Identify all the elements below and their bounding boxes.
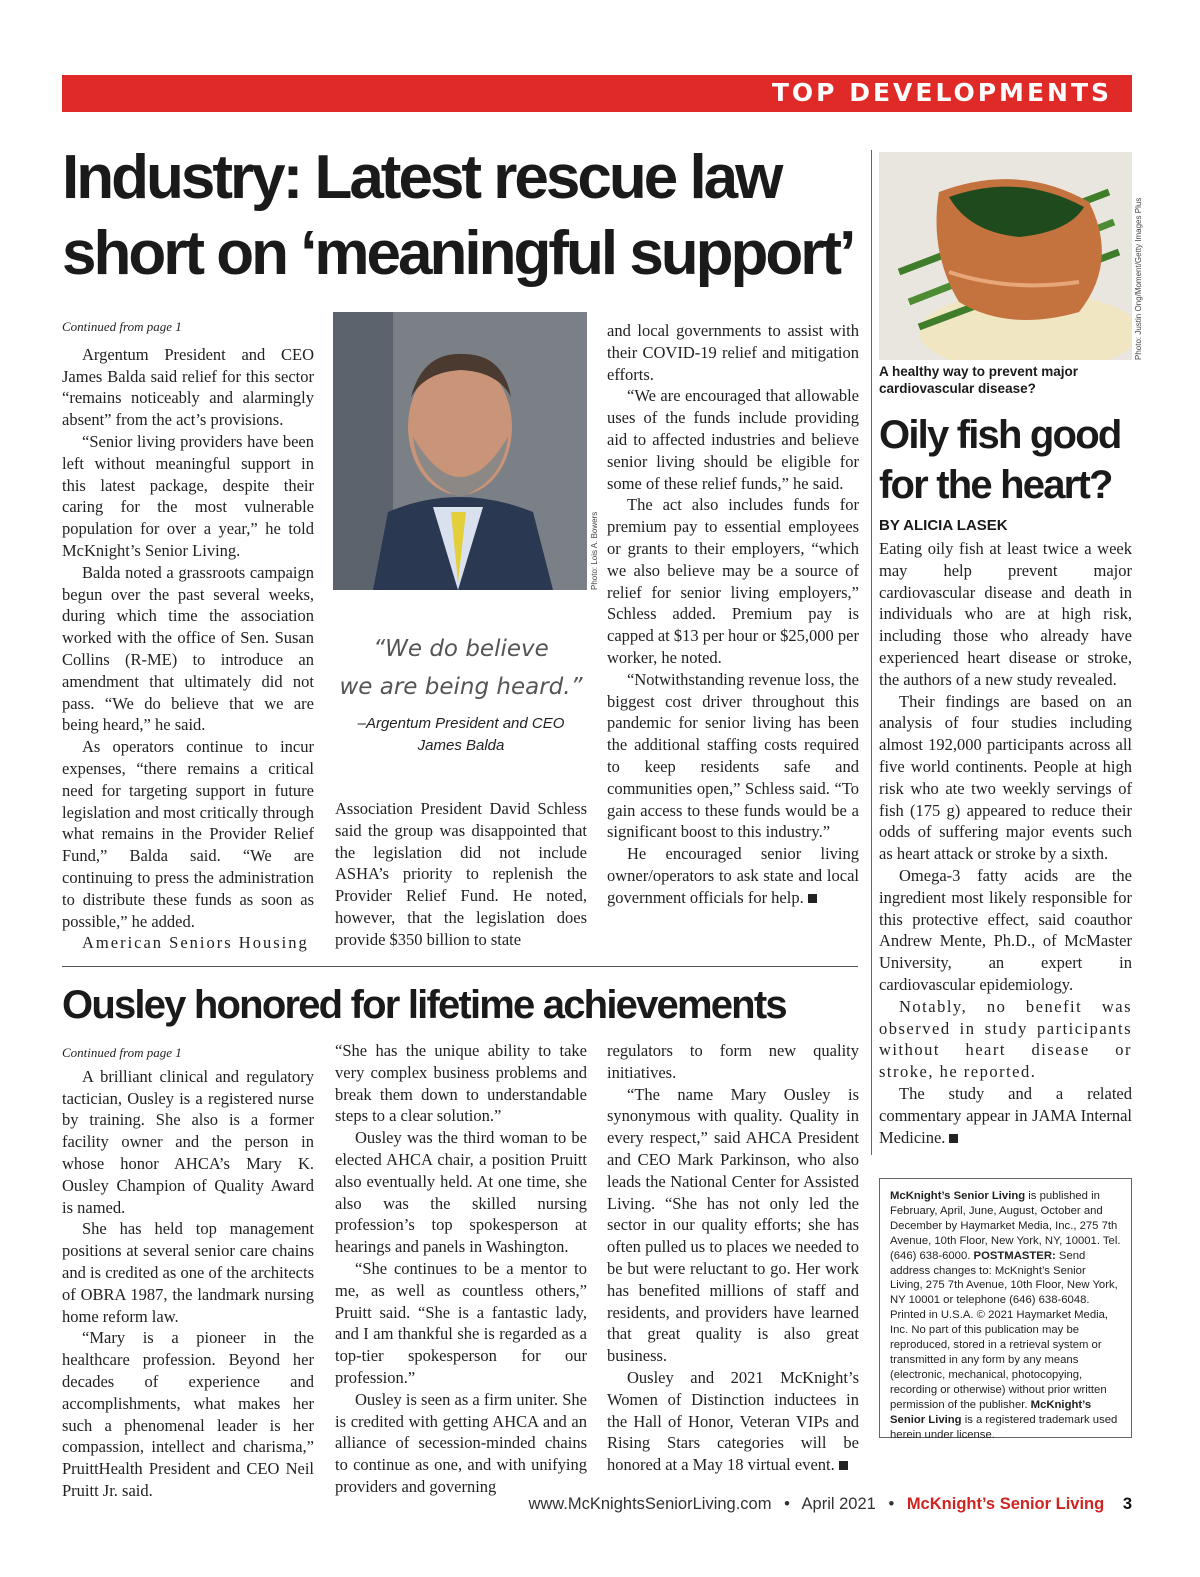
masthead-brand: McKnight’s Senior Living bbox=[890, 1190, 1026, 1202]
masthead-text: is published in February, April, June, August, October and December by Haymarket Media, Inc., 275 7th Avenue, 10th Floor, New York, NY, 10001. Tel. (646) 638-6000. bbox=[890, 1190, 1121, 1262]
article2-column-1 bbox=[62, 1042, 314, 1502]
paragraph-text: He encouraged senior living owner/operators to ask state and local government officials for help. bbox=[607, 844, 859, 907]
sidebar-photo-credit: Photo: Justin Ong/Moment/Getty Images Plus bbox=[1134, 197, 1143, 360]
salmon-photo bbox=[879, 152, 1132, 360]
pull-quote-line-2: we are being heard.” bbox=[339, 674, 583, 700]
footer-date: April 2021 bbox=[801, 1495, 876, 1513]
masthead-text: is a registered trademark used herein under license. bbox=[890, 1413, 1118, 1441]
paragraph-text: Ousley and 2021 McKnight’s Women of Distinction inductees in the Hall of Honor, Veteran VIPs and Rising Stars categories will be honored at a May 18 virtual event. bbox=[607, 1367, 859, 1475]
portrait-illustration bbox=[333, 312, 587, 590]
paragraph: “She has the unique ability to take very complex business problems and break them down to understandable steps to a clear solution.” bbox=[335, 1041, 587, 1126]
paragraph: As operators continue to incur expenses, “there remains a critical need for targeting support in future legislation and most critically through what remains in the Provider Relief Fund,” Balda said. “We are continuing to press the administration to distribute these funds as soon as possible,” he added. bbox=[62, 737, 314, 931]
end-mark-icon bbox=[808, 894, 817, 903]
paragraph-final bbox=[607, 843, 859, 908]
paragraph: “We are encouraged that allowable uses of the funds include providing aid to affected industries and believe senior living should be eligible for some of these relief funds,” he said. bbox=[607, 386, 859, 493]
headline-line-2: short on ‘meaningful support’ bbox=[62, 219, 854, 288]
masthead-notice bbox=[879, 1178, 1132, 1441]
section-label: TOP DEVELOPMENTS bbox=[771, 78, 1112, 107]
postmaster-label: POSTMASTER: bbox=[973, 1249, 1056, 1262]
paragraph: “Senior living providers have been left without meaningful support in this latest package, despite their caring for the most vulnerable population for over a year,” he told McKnight’s Senior Living. bbox=[62, 431, 314, 560]
sidebar-body bbox=[879, 538, 1132, 1148]
portrait-photo bbox=[333, 312, 587, 590]
headline-line-1: Industry: Latest rescue law bbox=[62, 143, 781, 212]
column-divider bbox=[871, 150, 872, 1155]
paragraph: Argentum President and CEO James Balda said relief for this sector “remains noticeably and alarmingly absent” from the act’s provisions. bbox=[62, 344, 314, 430]
article1-column-3 bbox=[607, 320, 859, 909]
paragraph: regulators to form new quality initiatives. bbox=[607, 1041, 859, 1082]
byline: BY ALICIA LASEK bbox=[879, 517, 1008, 534]
page-number: 3 bbox=[1122, 1495, 1132, 1513]
pull-quote-line-1: “We do believe bbox=[373, 636, 549, 662]
paragraph: Ousley was the third woman to be elected AHCA chair, a position Pruitt also eventually held. At one time, she also was the skilled nursing profession’s top spokesperson at hearings and panels in Washington. bbox=[335, 1128, 587, 1257]
paragraph: “Notwithstanding revenue loss, the biggest cost driver throughout this pandemic for senior living has been the additional staffing costs required to keep residents safe and communities open,” Schless said. “To gain access to these funds would be a significant boost to this industry.” bbox=[607, 669, 859, 842]
photo-caption: A healthy way to prevent major cardiovascular disease? bbox=[879, 364, 1079, 396]
article2-column-3 bbox=[607, 1040, 859, 1476]
paragraph: A brilliant clinical and regulatory tactician, Ousley is a registered nurse by training. She also is a former facility owner and the person in whose honor AHCA’s Mary K. Ousley Champion of Quality Award is named. bbox=[62, 1066, 314, 1217]
sidebar-headline bbox=[879, 410, 1132, 510]
footer-url[interactable]: www.McKnightsSeniorLiving.com bbox=[528, 1495, 772, 1513]
paragraph: Association President David Schless said the group was disappointed that the legislation did not include ASHA’s priority to replenish the Provider Relief Fund. He noted, however, that the legislation does provide $350 billion to state bbox=[335, 799, 587, 949]
sidebar-headline-line-2: for the heart? bbox=[879, 463, 1112, 507]
paragraph: Eating oily fish at least twice a week may help prevent major cardiovascular disease and death in individuals who are at high risk, including those who already have experienced heart disease or stroke, the authors of a new study revealed. bbox=[879, 539, 1132, 689]
article-headline bbox=[62, 140, 862, 292]
section-banner bbox=[62, 75, 1132, 112]
paragraph-final bbox=[607, 1367, 859, 1476]
attribution-line-2: James Balda bbox=[417, 737, 505, 754]
article1-column-2 bbox=[335, 798, 587, 951]
paragraph: “She continues to be a mentor to me, as well as countless others,” Pruitt said. “She is a fantastic lady, and I am thankful she is regarded as a top-tier spokesperson for our profession.” bbox=[335, 1258, 587, 1387]
article2-headline: Ousley honored for lifetime achievements bbox=[62, 983, 786, 1027]
photo-credit: Photo: Lois A. Bowers bbox=[590, 511, 599, 590]
masthead-brand: McKnight’s Senior Living bbox=[890, 1398, 1092, 1426]
paragraph: Their findings are based on an analysis of four studies including almost 192,000 participants across all five world continents. People at high risk who ate two weekly servings of fish (175 g) appeared to reduce their odds of suffering major events such as heart attack or stroke by a sixth. bbox=[879, 691, 1132, 864]
page-footer bbox=[62, 1495, 1132, 1514]
paragraph: and local governments to assist with their COVID-19 relief and mitigation efforts. bbox=[607, 321, 859, 384]
end-mark-icon bbox=[839, 1461, 848, 1470]
footer-separator: • bbox=[888, 1495, 895, 1513]
paragraph: Balda noted a grassroots campaign begun over the past several weeks, during which time the association worked with the office of Sen. Susan Collins (R-ME) to introduce an amendment that ultimately did not pass. “We do believe that we are being heard,” he said. bbox=[62, 562, 314, 735]
paragraph: She has held top management positions at several senior care chains and is credited as one of the architects of OBRA 1987, the landmark nursing home reform law. bbox=[62, 1219, 314, 1326]
article-divider bbox=[62, 966, 858, 967]
pull-quote bbox=[335, 630, 587, 758]
sidebar-headline-line-1: Oily fish good bbox=[879, 413, 1121, 457]
article1-column-1 bbox=[62, 316, 314, 954]
paragraph: “Mary is a pioneer in the healthcare profession. Beyond her decades of experience and accomplishments, what makes her such a phenomenal leader is her compassion, intellect and charisma,” PruittHealth President and CEO Neil Pruitt Jr. said. bbox=[62, 1328, 314, 1500]
article2-column-2 bbox=[335, 1040, 587, 1498]
paragraph-text: The study and a related commentary appear in JAMA Internal Medicine. bbox=[879, 1083, 1132, 1147]
paragraph-final bbox=[879, 1083, 1132, 1148]
masthead-text: Send address changes to: McKnight’s Senior Living, 275 7th Avenue, 10th Floor, New York, NY 10001 or telephone (646) 638-6048. Printed in U.S.A. © 2021 Haymarket Media, Inc. No part of this publication may be reproduced, stored in a retrieval system or transmitted in any form by any means (electronic, mechanical, photocopying, recording or otherwise) without prior written permission of the publisher. bbox=[890, 1249, 1118, 1411]
continued-note: Continued from page 1 bbox=[62, 319, 182, 334]
footer-brand: McKnight’s Senior Living bbox=[906, 1495, 1105, 1513]
end-mark-icon bbox=[949, 1134, 958, 1143]
paragraph: “The name Mary Ousley is synonymous with quality. Quality in every respect,” said AHCA President and CEO Mark Parkinson, who also leads the National Center for Assisted Living. “She has not only led the sector in our quality efforts; she has often pulled us to places we needed to be but were reluctant to go. Her work has benefited millions of staff and residents, and providers have learned that great quality is also great business. bbox=[607, 1084, 859, 1366]
paragraph: Ousley is seen as a firm uniter. She is credited with getting AHCA and an alliance of secession-minded chains to continue as one, and with unifying providers and governing bbox=[335, 1389, 587, 1496]
pull-quote-attribution bbox=[335, 712, 587, 758]
attribution-line-1: –Argentum President and CEO bbox=[357, 715, 565, 732]
footer-separator: • bbox=[784, 1495, 790, 1513]
paragraph: The act also includes funds for premium pay to essential employees or grants to their employers, “which we also believe may be a source of relief for senior living employers,” Schless added. Premium pay is capped at $13 per hour or $25,000 per worker, he noted. bbox=[607, 495, 860, 667]
salmon-illustration bbox=[879, 152, 1132, 360]
paragraph: American Seniors Housing bbox=[82, 933, 309, 953]
continued-note: Continued from page 1 bbox=[62, 1045, 182, 1060]
paragraph: Omega-3 fatty acids are the ingredient most likely responsible for this protective effect, said coauthor Andrew Mente, Ph.D., of McMaster University, an expert in cardiovascular epidemiology. bbox=[879, 865, 1132, 994]
paragraph: Notably, no benefit was observed in study participants without heart disease or stroke, he reported. bbox=[879, 996, 1132, 1082]
